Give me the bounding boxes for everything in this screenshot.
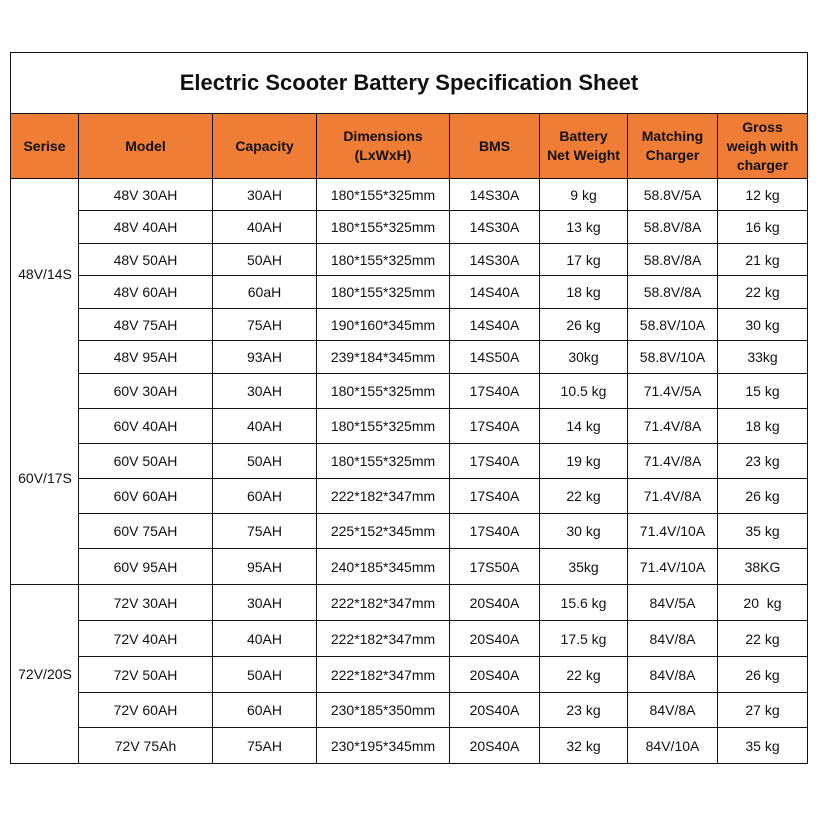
cell-bms: 14S30A <box>450 179 540 211</box>
cell-capacity: 60AH <box>213 693 317 728</box>
header-row <box>11 114 808 179</box>
cell-model: 48V 75AH <box>79 309 213 341</box>
cell-net-weight: 22 kg <box>540 657 628 693</box>
header-charger: Matching Charger <box>628 114 718 179</box>
cell-charger: 84V/8A <box>628 693 718 728</box>
cell-net-weight: 13 kg <box>540 211 628 244</box>
cell-gross-weight: 18 kg <box>718 409 808 444</box>
table-row <box>11 244 808 276</box>
cell-capacity: 50AH <box>213 444 317 479</box>
cell-bms: 14S30A <box>450 211 540 244</box>
cell-capacity: 95AH <box>213 549 317 585</box>
cell-dimensions: 180*155*325mm <box>317 374 450 409</box>
cell-capacity: 93AH <box>213 341 317 374</box>
cell-model: 48V 40AH <box>79 211 213 244</box>
cell-dimensions: 180*155*325mm <box>317 244 450 276</box>
cell-gross-weight: 26 kg <box>718 657 808 693</box>
cell-model: 48V 50AH <box>79 244 213 276</box>
cell-gross-weight: 26 kg <box>718 479 808 514</box>
header-dimensions: Dimensions (LxWxH) <box>317 114 450 179</box>
cell-charger: 58.8V/8A <box>628 211 718 244</box>
cell-gross-weight: 21 kg <box>718 244 808 276</box>
table-row <box>11 693 808 728</box>
cell-gross-weight: 16 kg <box>718 211 808 244</box>
cell-gross-weight: 35 kg <box>718 728 808 764</box>
cell-bms: 17S40A <box>450 479 540 514</box>
cell-net-weight: 22 kg <box>540 479 628 514</box>
table-row <box>11 479 808 514</box>
cell-net-weight: 14 kg <box>540 409 628 444</box>
cell-dimensions: 222*182*347mm <box>317 585 450 621</box>
cell-model: 48V 60AH <box>79 276 213 309</box>
table-row <box>11 728 808 764</box>
cell-model: 60V 95AH <box>79 549 213 585</box>
table-row <box>11 211 808 244</box>
table-row <box>11 549 808 585</box>
cell-charger: 84V/10A <box>628 728 718 764</box>
serise-label: 48V/14S <box>18 266 72 282</box>
header-serise: Serise <box>11 114 79 179</box>
cell-charger: 84V/8A <box>628 621 718 657</box>
cell-charger: 71.4V/8A <box>628 409 718 444</box>
serise-label: 60V/17S <box>18 470 72 486</box>
cell-bms: 17S50A <box>450 549 540 585</box>
cell-charger: 84V/8A <box>628 657 718 693</box>
cell-net-weight: 9 kg <box>540 179 628 211</box>
cell-gross-weight: 33kg <box>718 341 808 374</box>
table-row <box>11 657 808 693</box>
cell-charger: 71.4V/10A <box>628 549 718 585</box>
cell-model: 72V 60AH <box>79 693 213 728</box>
battery-spec-table <box>10 52 808 764</box>
cell-net-weight: 35kg <box>540 549 628 585</box>
table-row <box>11 179 808 211</box>
serise-cell <box>11 585 79 764</box>
cell-dimensions: 180*155*325mm <box>317 179 450 211</box>
cell-net-weight: 26 kg <box>540 309 628 341</box>
cell-net-weight: 10.5 kg <box>540 374 628 409</box>
cell-gross-weight: 30 kg <box>718 309 808 341</box>
cell-gross-weight: 38KG <box>718 549 808 585</box>
table-row <box>11 374 808 409</box>
cell-dimensions: 230*185*350mm <box>317 693 450 728</box>
cell-charger: 58.8V/10A <box>628 341 718 374</box>
cell-model: 60V 60AH <box>79 479 213 514</box>
table-row <box>11 341 808 374</box>
serise-label: 72V/20S <box>18 665 72 682</box>
cell-dimensions: 190*160*345mm <box>317 309 450 341</box>
header-bms: BMS <box>450 114 540 179</box>
cell-charger: 58.8V/5A <box>628 179 718 211</box>
cell-capacity: 60AH <box>213 479 317 514</box>
cell-dimensions: 240*185*345mm <box>317 549 450 585</box>
cell-gross-weight: 15 kg <box>718 374 808 409</box>
table-row <box>11 514 808 549</box>
cell-charger: 58.8V/8A <box>628 244 718 276</box>
header-net-weight: Battery Net Weight <box>540 114 628 179</box>
table-row <box>11 409 808 444</box>
cell-net-weight: 32 kg <box>540 728 628 764</box>
cell-net-weight: 15.6 kg <box>540 585 628 621</box>
cell-dimensions: 222*182*347mm <box>317 621 450 657</box>
cell-bms: 20S40A <box>450 693 540 728</box>
cell-charger: 71.4V/8A <box>628 444 718 479</box>
cell-bms: 14S40A <box>450 276 540 309</box>
cell-capacity: 50AH <box>213 657 317 693</box>
cell-gross-weight: 35 kg <box>718 514 808 549</box>
cell-model: 48V 30AH <box>79 179 213 211</box>
cell-net-weight: 17 kg <box>540 244 628 276</box>
cell-charger: 71.4V/10A <box>628 514 718 549</box>
table-row <box>11 621 808 657</box>
cell-model: 60V 50AH <box>79 444 213 479</box>
cell-dimensions: 180*155*325mm <box>317 444 450 479</box>
table-row <box>11 309 808 341</box>
cell-bms: 20S40A <box>450 728 540 764</box>
cell-capacity: 75AH <box>213 309 317 341</box>
cell-charger: 58.8V/8A <box>628 276 718 309</box>
cell-dimensions: 180*155*325mm <box>317 211 450 244</box>
cell-model: 72V 40AH <box>79 621 213 657</box>
header-capacity: Capacity <box>213 114 317 179</box>
cell-capacity: 75AH <box>213 728 317 764</box>
cell-dimensions: 225*152*345mm <box>317 514 450 549</box>
cell-bms: 14S50A <box>450 341 540 374</box>
cell-dimensions: 222*182*347mm <box>317 657 450 693</box>
cell-bms: 20S40A <box>450 585 540 621</box>
cell-bms: 17S40A <box>450 374 540 409</box>
cell-bms: 14S40A <box>450 309 540 341</box>
cell-dimensions: 180*155*325mm <box>317 276 450 309</box>
cell-net-weight: 30kg <box>540 341 628 374</box>
cell-capacity: 30AH <box>213 374 317 409</box>
cell-model: 48V 95AH <box>79 341 213 374</box>
cell-bms: 17S40A <box>450 409 540 444</box>
cell-capacity: 30AH <box>213 179 317 211</box>
cell-gross-weight: 20 kg <box>718 585 808 621</box>
cell-bms: 17S40A <box>450 444 540 479</box>
cell-dimensions: 222*182*347mm <box>317 479 450 514</box>
cell-bms: 14S30A <box>450 244 540 276</box>
cell-capacity: 40AH <box>213 409 317 444</box>
serise-cell <box>11 179 79 585</box>
cell-charger: 84V/5A <box>628 585 718 621</box>
cell-bms: 20S40A <box>450 621 540 657</box>
cell-capacity: 50AH <box>213 244 317 276</box>
cell-gross-weight: 22 kg <box>718 276 808 309</box>
cell-gross-weight: 22 kg <box>718 621 808 657</box>
table-row <box>11 444 808 479</box>
header-model: Model <box>79 114 213 179</box>
cell-model: 60V 40AH <box>79 409 213 444</box>
cell-net-weight: 30 kg <box>540 514 628 549</box>
cell-gross-weight: 23 kg <box>718 444 808 479</box>
header-gross-weight: Gross weigh with charger <box>718 114 808 179</box>
cell-bms: 17S40A <box>450 514 540 549</box>
cell-capacity: 40AH <box>213 211 317 244</box>
cell-dimensions: 230*195*345mm <box>317 728 450 764</box>
cell-net-weight: 19 kg <box>540 444 628 479</box>
table-row <box>11 276 808 309</box>
cell-dimensions: 239*184*345mm <box>317 341 450 374</box>
cell-gross-weight: 27 kg <box>718 693 808 728</box>
cell-capacity: 40AH <box>213 621 317 657</box>
sheet-title: Electric Scooter Battery Specification Sheet <box>11 53 808 114</box>
cell-net-weight: 17.5 kg <box>540 621 628 657</box>
cell-bms: 20S40A <box>450 657 540 693</box>
cell-net-weight: 18 kg <box>540 276 628 309</box>
cell-model: 60V 75AH <box>79 514 213 549</box>
cell-model: 72V 50AH <box>79 657 213 693</box>
cell-capacity: 30AH <box>213 585 317 621</box>
cell-gross-weight: 12 kg <box>718 179 808 211</box>
cell-model: 60V 30AH <box>79 374 213 409</box>
cell-model: 72V 75Ah <box>79 728 213 764</box>
cell-charger: 71.4V/5A <box>628 374 718 409</box>
cell-net-weight: 23 kg <box>540 693 628 728</box>
cell-dimensions: 180*155*325mm <box>317 409 450 444</box>
table-row <box>11 585 808 621</box>
cell-capacity: 60aH <box>213 276 317 309</box>
cell-charger: 58.8V/10A <box>628 309 718 341</box>
cell-capacity: 75AH <box>213 514 317 549</box>
cell-model: 72V 30AH <box>79 585 213 621</box>
cell-charger: 71.4V/8A <box>628 479 718 514</box>
